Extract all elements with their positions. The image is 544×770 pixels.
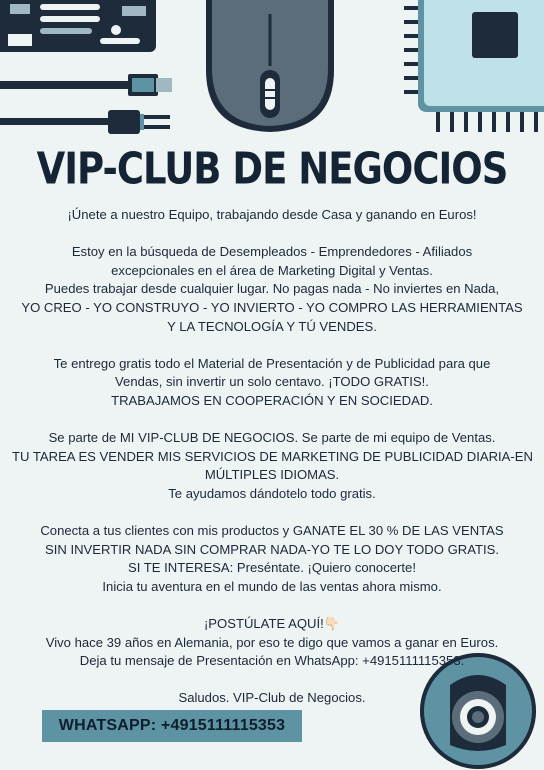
apply-paragraph <box>12 615 532 671</box>
text-line: YO CREO - YO CONSTRUYO - YO INVIERTO - YO COMPRO LAS HERRAMIENTAS <box>21 299 523 315</box>
closing-paragraph <box>12 689 532 708</box>
power-plug-illustration <box>0 106 180 138</box>
text-line: SIN INVERTIR NADA SIN COMPRAR NADA-YO TE LO DOY TODO GRATIS. <box>44 541 499 557</box>
text-line: ¡POSTÚLATE AQUÍ!👇🏻 <box>203 616 341 632</box>
closing-line: Saludos. VIP-Club de Negocios. <box>178 690 366 706</box>
motherboard-illustration <box>0 0 160 56</box>
cpu-chip-illustration <box>398 0 544 136</box>
text-line: Puedes trabajar desde cualquier lugar. No pagas nada - No inviertes en Nada, <box>44 281 500 297</box>
text-line: Vivo hace 39 años en Alemania, por eso te digo que vamos a ganar en Euros. <box>45 634 499 650</box>
text-line: Conecta a tus clientes con mis productos y GANATE EL 30 % DE LAS VENTAS <box>40 523 504 539</box>
flyer-body <box>12 206 532 727</box>
recruitment-paragraph <box>12 243 532 336</box>
text-line: Se parte de MI VIP-CLUB DE NEGOCIOS. Se parte de mi equipo de Ventas. <box>48 430 496 446</box>
ethernet-cable-illustration <box>0 68 175 102</box>
whatsapp-button[interactable]: WHATSAPP: +4915111115353 <box>42 710 302 742</box>
materials-paragraph <box>12 355 532 411</box>
text-line: Inicia tu aventura en el mundo de las ventas ahora mismo. <box>102 578 442 594</box>
text-line: Estoy en la búsqueda de Desempleados - Emprendedores - Afiliados <box>71 244 473 260</box>
text-line: TU TAREA ES VENDER MIS SERVICIOS DE MARKETING DE PUBLICIDAD DIARIA-EN <box>12 448 533 464</box>
intro-paragraph <box>12 206 532 225</box>
text-line: MÚLTIPLES IDIOMAS. <box>204 467 340 483</box>
text-line: TRABAJAMOS EN COOPERACIÓN Y EN SOCIEDAD. <box>111 392 433 408</box>
computer-mouse-illustration <box>200 0 340 135</box>
text-line: Deja tu mensaje de Presentación en WhatsApp: +4915111115353. <box>79 653 465 669</box>
text-line: Te entrego gratis todo el Material de Presentación y de Publicidad para que <box>53 355 491 371</box>
text-line: excepcionales en el área de Marketing Digital y Ventas. <box>111 262 433 278</box>
text-line: Y LA TECNOLOGÍA Y TÚ VENDES. <box>167 318 377 334</box>
text-line: Vendas, sin invertir un solo centavo. ¡TODO GRATIS!. <box>115 374 429 390</box>
sales-paragraph <box>12 522 532 596</box>
intro-line: ¡Únete a nuestro Equipo, trabajando desde Casa y ganando en Euros! <box>67 207 477 222</box>
text-line: Te ayudamos dándotelo todo gratis. <box>168 485 376 501</box>
text-line: SI TE INTERESA: Preséntate. ¡Quiero conocerte! <box>128 560 416 576</box>
flyer-title: VIP-CLUB DE NEGOCIOS <box>36 143 508 194</box>
team-paragraph <box>12 429 532 503</box>
